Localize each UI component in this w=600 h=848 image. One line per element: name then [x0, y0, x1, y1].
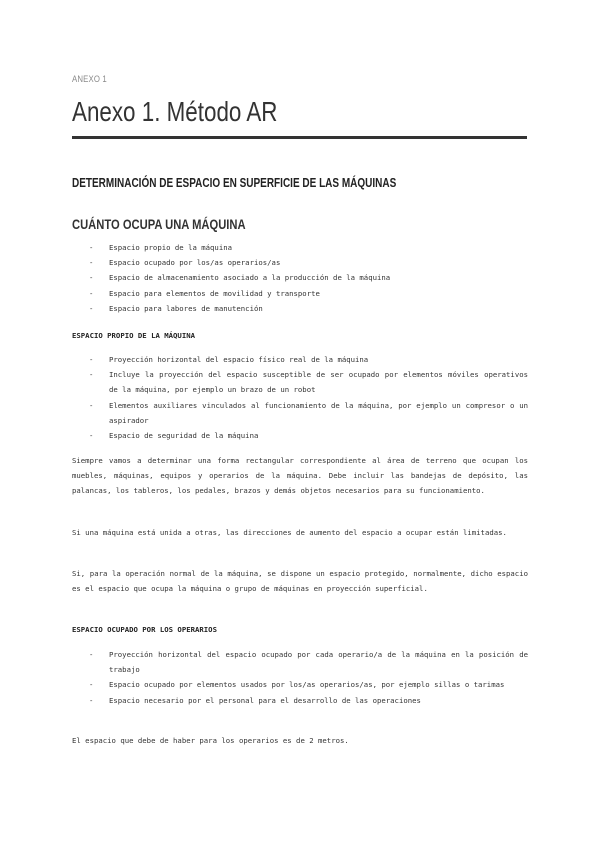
list-item: - Incluye la proyección del espacio susceptible de ser ocupado por elementos móviles operativos de la máquina, por ejemplo un brazo de un robot — [72, 367, 528, 397]
operator-space-list — [72, 647, 528, 708]
list-bullet: - — [89, 695, 94, 705]
subsection-heading-operators: ESPACIO OCUPADO POR LOS OPERARIOS — [72, 625, 217, 634]
paragraph: Siempre vamos a determinar una forma rectangular correspondiente al área de terreno que ocupan los muebles, máquinas, equipos y operarios de la máquina. Debe incluir las bandejas de depósito, las palancas, los tableros, los pedales, brazos y demás objetos necesarios para su funcionamiento. — [72, 456, 528, 496]
list-item: - Espacio propio de la máquina — [72, 240, 528, 255]
list-bullet: - — [89, 355, 94, 364]
section-subheading: CUÁNTO OCUPA UNA MÁQUINA — [72, 216, 246, 232]
list-bullet: - — [89, 273, 94, 283]
list-bullet: - — [89, 680, 94, 690]
list-bullet: - — [89, 243, 94, 252]
page-title: Anexo 1. Método AR — [72, 96, 278, 127]
list-item: - Elementos auxiliares vinculados al funcionamiento de la máquina, por ejemplo un compresor o un aspirador — [72, 398, 528, 428]
annex-label: ANEXO 1 — [72, 74, 107, 85]
list-bullet: - — [89, 370, 94, 380]
list-item: - Espacio ocupado por elementos usados por los/as operarios/as, por ejemplo sillas o tarimas — [72, 677, 528, 692]
list-item: - Espacio ocupado por los/as operarios/as — [72, 255, 528, 270]
machine-own-space-list — [72, 352, 528, 443]
list-bullet: - — [89, 303, 94, 313]
title-divider — [72, 136, 527, 139]
list-item: - Espacio para elementos de movilidad y transporte — [72, 286, 528, 301]
paragraph: Si, para la operación normal de la máquina, se dispone un espacio protegido, normalmente, dicho espacio es el espacio que ocupa la máquina o grupo de máquinas en proyección superficial. — [72, 569, 528, 594]
list-item: - Espacio necesario por el personal para el desarrollo de las operaciones — [72, 693, 528, 708]
list-bullet: - — [89, 258, 94, 268]
list-item: - Espacio para labores de manutención — [72, 301, 528, 316]
paragraph: El espacio que debe de haber para los operarios es de 2 metros. — [72, 736, 349, 745]
list-item: - Espacio de seguridad de la máquina — [72, 428, 528, 443]
list-bullet: - — [89, 288, 94, 298]
list-bullet: - — [89, 431, 94, 441]
list-item: - Proyección horizontal del espacio físico real de la máquina — [72, 352, 528, 367]
list-bullet: - — [89, 400, 94, 410]
subsection-heading-machine: ESPACIO PROPIO DE LA MÁQUINA — [72, 331, 196, 340]
list-item: - Espacio de almacenamiento asociado a la producción de la máquina — [72, 270, 528, 285]
paragraph: Si una máquina está unida a otras, las direcciones de aumento del espacio a ocupar están limitadas. — [72, 528, 507, 537]
list-bullet: - — [89, 650, 94, 659]
list-item: - Proyección horizontal del espacio ocupado por cada operario/a de la máquina en la posición de trabajo — [72, 647, 528, 677]
section-heading: DETERMINACIÓN DE ESPACIO EN SUPERFICIE DE LAS MÁQUINAS — [72, 176, 397, 190]
machine-space-list — [72, 240, 528, 316]
